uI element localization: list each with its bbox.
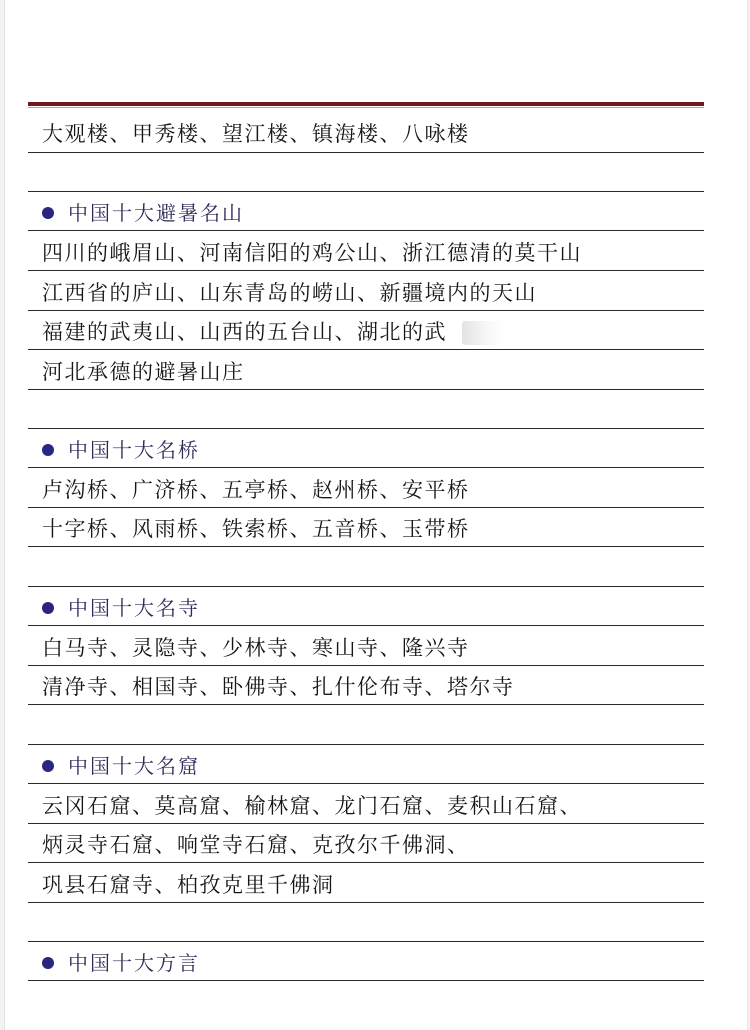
section-heading-dialects — [42, 944, 200, 982]
row-divider — [28, 152, 704, 153]
bullet-icon — [42, 602, 54, 614]
row-divider — [28, 980, 704, 981]
text-row: 白马寺、灵隐寺、少林寺、寒山寺、隆兴寺 — [42, 636, 470, 660]
text-row: 江西省的庐山、山东青岛的崂山、新疆境内的天山 — [42, 281, 537, 305]
text-row: 河北承德的避暑山庄 — [42, 360, 245, 384]
section-heading-grottoes — [42, 747, 200, 785]
text-row: 云冈石窟、莫高窟、榆林窟、龙门石窟、麦积山石窟、 — [42, 794, 582, 818]
row-divider — [28, 270, 704, 271]
row-divider — [28, 467, 704, 468]
row-divider — [28, 349, 704, 350]
row-divider — [28, 546, 704, 547]
row-divider — [28, 783, 704, 784]
section-title: 中国十大避暑名山 — [68, 201, 244, 225]
row-divider — [28, 665, 704, 666]
text-row: 炳灵寺石窟、响堂寺石窟、克孜尔千佛洞、 — [42, 833, 470, 857]
section-title: 中国十大名桥 — [68, 438, 200, 462]
section-divider — [28, 744, 704, 745]
section-divider — [28, 191, 704, 192]
row-divider — [28, 230, 704, 231]
top-rule — [28, 102, 704, 106]
section-title: 中国十大名窟 — [68, 754, 200, 778]
row-divider — [28, 823, 704, 824]
bullet-icon — [42, 444, 54, 456]
row-divider — [28, 704, 704, 705]
bullet-icon — [42, 760, 54, 772]
section-heading-temples — [42, 589, 200, 627]
row-divider — [28, 507, 704, 508]
section-divider — [28, 428, 704, 429]
row-divider — [28, 389, 704, 390]
text-row: 清净寺、相国寺、卧佛寺、扎什伦布寺、塔尔寺 — [42, 675, 515, 699]
section-divider — [28, 941, 704, 942]
section-title: 中国十大名寺 — [68, 596, 200, 620]
row-divider — [28, 310, 704, 311]
text-row: 大观楼、甲秀楼、望江楼、镇海楼、八咏楼 — [42, 122, 470, 146]
text-row: 十字桥、风雨桥、铁索桥、五音桥、玉带桥 — [42, 517, 470, 541]
row-divider — [28, 862, 704, 863]
text-row: 四川的峨眉山、河南信阳的鸡公山、浙江德清的莫干山 — [42, 241, 582, 265]
row-divider — [28, 902, 704, 903]
obscured-text-patch — [462, 321, 504, 345]
text-row: 卢沟桥、广济桥、五亭桥、赵州桥、安平桥 — [42, 478, 470, 502]
section-divider — [28, 586, 704, 587]
text-row: 巩县石窟寺、柏孜克里千佛洞 — [42, 873, 335, 897]
section-heading-mountains — [42, 194, 244, 232]
section-heading-bridges — [42, 431, 200, 469]
text-row: 福建的武夷山、山西的五台山、湖北的武 — [42, 320, 447, 344]
bullet-icon — [42, 957, 54, 969]
row-divider — [28, 625, 704, 626]
bullet-icon — [42, 207, 54, 219]
section-title: 中国十大方言 — [68, 951, 200, 975]
top-rule-thin — [28, 107, 704, 108]
